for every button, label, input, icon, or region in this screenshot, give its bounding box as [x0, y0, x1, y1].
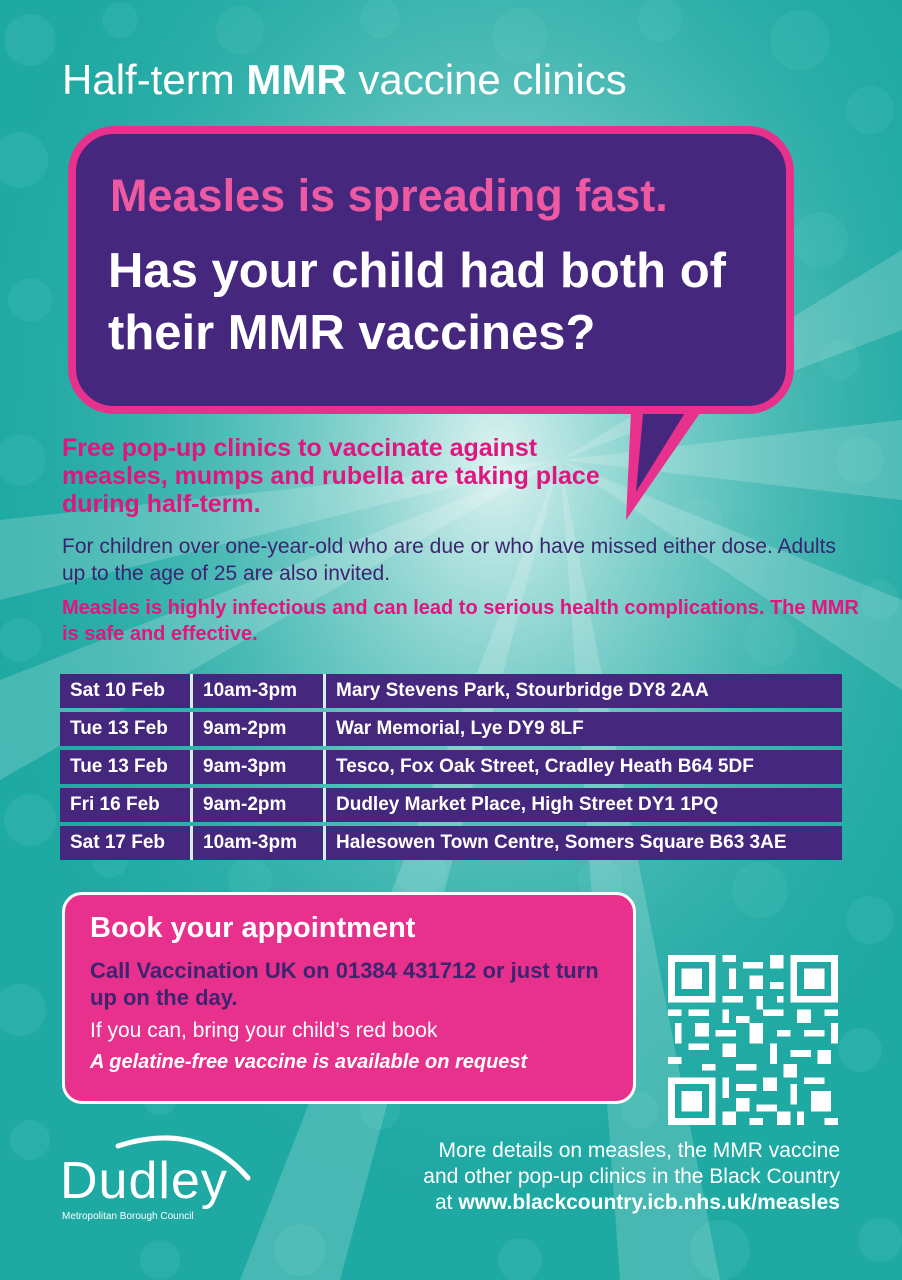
- more-info-line: More details on measles, the MMR vaccine: [438, 1139, 840, 1162]
- title-post: vaccine clinics: [346, 56, 627, 103]
- clinic-location: Halesowen Town Centre, Somers Square B63 3AE: [326, 826, 842, 860]
- clinic-time: 9am-2pm: [193, 788, 326, 822]
- clinic-day: Tue 13 Feb: [60, 750, 193, 784]
- clinic-time: 10am-3pm: [193, 674, 326, 708]
- intro-pink-text: Free pop-up clinics to vaccinate against measles, mumps and rubella are taking place during half-term.: [62, 434, 600, 518]
- qr-code-icon[interactable]: [668, 955, 838, 1125]
- clinic-day: Sat 17 Feb: [60, 826, 193, 860]
- booking-call-text: Call Vaccination UK on 01384 431712 or just turn up on the day.: [90, 958, 599, 1010]
- clinic-table: [60, 670, 842, 864]
- booking-gelatine-note: A gelatine-free vaccine is available on request: [90, 1051, 528, 1073]
- intro-body-text: For children over one-year-old who are due or who have missed either dose. Adults up to the age of 25 are also invited.: [62, 535, 836, 585]
- booking-title: Book your appointment: [90, 912, 416, 944]
- table-row: [60, 712, 842, 746]
- more-info-line: and other pop-up clinics in the Black Country: [423, 1165, 840, 1188]
- clinic-time: 9am-2pm: [193, 712, 326, 746]
- booking-note: If you can, bring your child’s red book: [90, 1019, 438, 1042]
- headline-white: Has your child had both of their MMR vaccines?: [108, 244, 726, 360]
- clinic-location: Dudley Market Place, High Street DY1 1PQ: [326, 788, 842, 822]
- more-info-text: [290, 1138, 840, 1216]
- page-title: [62, 56, 627, 104]
- website-link[interactable]: www.blackcountry.icb.nhs.uk/measles: [458, 1191, 840, 1214]
- table-row: [60, 750, 842, 784]
- more-info-line: [290, 1190, 840, 1216]
- clinic-day: Sat 10 Feb: [60, 674, 193, 708]
- clinic-day: Tue 13 Feb: [60, 712, 193, 746]
- clinic-location: Tesco, Fox Oak Street, Cradley Heath B64 5DF: [326, 750, 842, 784]
- table-row: [60, 826, 842, 860]
- logo-subtitle: Metropolitan Borough Council: [62, 1211, 194, 1222]
- title-bold: MMR: [246, 56, 347, 103]
- clinic-location: War Memorial, Lye DY9 8LF: [326, 712, 842, 746]
- table-row: [60, 674, 842, 708]
- intro-warning-text: Measles is highly infectious and can lead to serious health complications. The MMR is safe and effective.: [62, 597, 859, 645]
- table-row: [60, 788, 842, 822]
- clinic-location: Mary Stevens Park, Stourbridge DY8 2AA: [326, 674, 842, 708]
- clinic-time: 9am-3pm: [193, 750, 326, 784]
- logo-wordmark: Dudley: [60, 1152, 228, 1210]
- headline-pink: Measles is spreading fast.: [110, 170, 668, 221]
- clinic-time: 10am-3pm: [193, 826, 326, 860]
- more-info-at: at: [435, 1191, 459, 1214]
- clinic-day: Fri 16 Feb: [60, 788, 193, 822]
- title-pre: Half-term: [62, 56, 247, 103]
